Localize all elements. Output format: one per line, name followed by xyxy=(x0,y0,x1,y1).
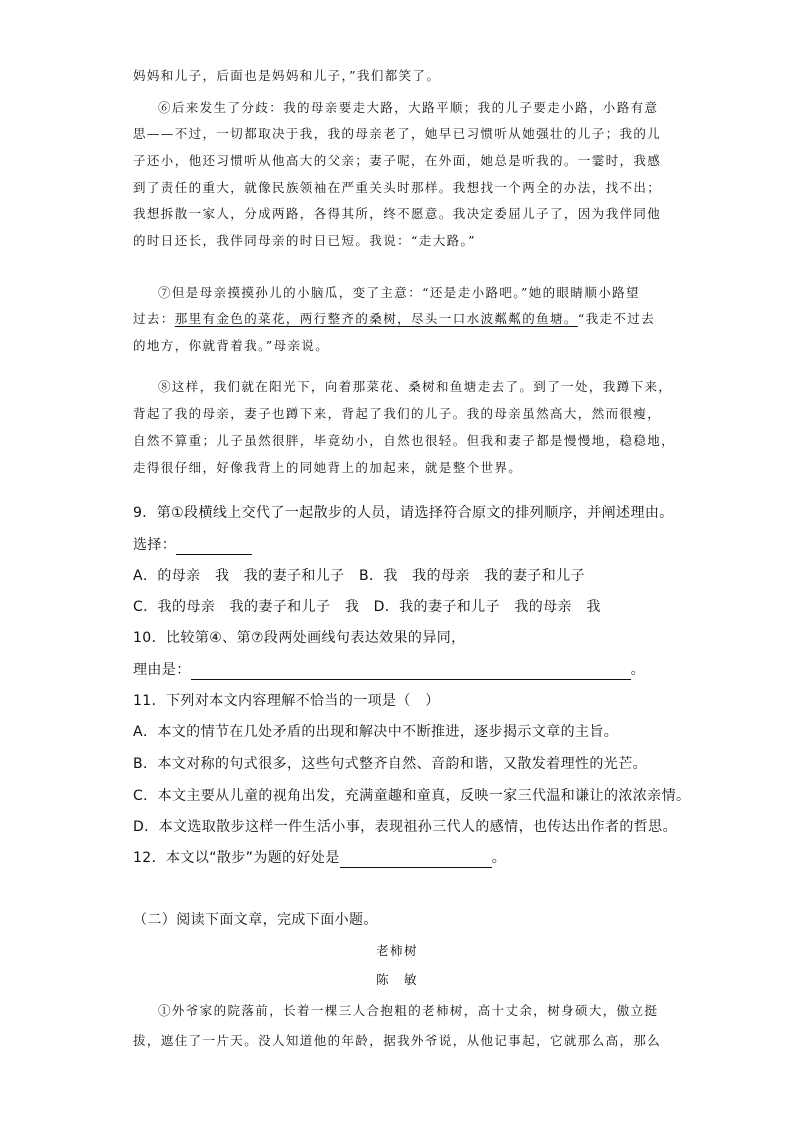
reason-label: 理由是： xyxy=(133,662,191,678)
question-12 xyxy=(133,848,506,868)
question-10: 10．比较第④、第⑦段两处画线句表达效果的异同， xyxy=(133,630,466,646)
period: 。 xyxy=(491,850,507,866)
period: 。 xyxy=(630,662,646,678)
underlined-sentence: 那里有金色的菜花，两行整齐的桑树，尽头一口水波粼粼的鱼塘。 xyxy=(174,311,578,326)
paragraph-line: 的时日还长，我伴同母亲的时日已短。我说：“走大路。” xyxy=(133,233,476,248)
question-11: 11．下列对本文内容理解不恰当的一项是（ ） xyxy=(133,693,440,709)
paragraph-line: ①外爷家的院落前，长着一棵三人合抱粗的老柿树，高十丈余，树身硕大，傲立挺 xyxy=(158,1003,659,1018)
paragraph-line: 我想拆散一家人，分成两路，各得其所，终不愿意。我决定委屈儿子了，因为我伴同他 xyxy=(133,206,662,221)
paragraph-line: 到了责任的重大，就像民族领袖在严重关头时那样。我想找一个两全的办法，找不出； xyxy=(133,180,662,195)
question-9: 9．第①段横线上交代了一起散步的人员，请选择符合原文的排列顺序，并阐述理由。 xyxy=(133,505,674,521)
question-11-option-b: B．本文对称的句式很多，这些句式整齐自然、音韵和谐，又散发着理性的光芒。 xyxy=(133,756,648,772)
question-10-answer xyxy=(133,660,645,680)
paragraph-line: 走得很仔细，好像我背上的同她背上的加起来，就是整个世界。 xyxy=(133,460,523,475)
paragraph-line: 子还小，他还习惯听从他高大的父亲；妻子呢，在外面，她总是听我的。一霎时，我感 xyxy=(133,153,662,168)
answer-blank[interactable] xyxy=(176,540,252,555)
paragraph-line xyxy=(133,309,655,329)
paragraph-line: ⑦但是母亲摸摸孙儿的小脑瓜，变了主意：“还是走小路吧。”她的眼睛顺小路望 xyxy=(158,285,640,300)
paragraph-line: ⑧这样，我们就在阳光下，向着那菜花、桑树和鱼塘走去了。到了一处，我蹲下来， xyxy=(158,379,673,394)
paragraph-line: ⑥后来发生了分歧：我的母亲要走大路，大路平顺；我的儿子要走小路，小路有意 xyxy=(158,100,659,115)
paragraph-line: 拔，遮住了一片天。没人知道他的年龄，据我外爷说，从他记事起，它就那么高，那么 xyxy=(133,1033,662,1048)
choose-label: 选择： xyxy=(133,537,177,553)
paragraph-5-tail: 妈妈和儿子，后面也是妈妈和儿子，”我们都笑了。 xyxy=(133,68,441,83)
answer-blank[interactable] xyxy=(340,853,492,868)
question-12-text: 12．本文以“散步”为题的好处是 xyxy=(133,850,340,866)
question-11-option-c: C．本文主要从儿童的视角出发，充满童趣和童真，反映一家三代温和谦让的浓浓亲情。 xyxy=(133,788,691,804)
question-9-options-ab: A．的母亲 我 我的妻子和儿子 B．我 我的母亲 我的妻子和儿子 xyxy=(133,568,585,584)
answer-blank[interactable] xyxy=(191,665,631,680)
question-9-answer xyxy=(133,535,252,555)
paragraph-text: “我走不过去 xyxy=(577,311,656,326)
question-9-options-cd: C．我的母亲 我的妻子和儿子 我 D．我的妻子和儿子 我的母亲 我 xyxy=(133,599,601,615)
paragraph-text: 过去： xyxy=(133,311,175,326)
question-11-option-a: A．本文的情节在几处矛盾的出现和解决中不断推进，逐步揭示文章的主旨。 xyxy=(133,724,619,740)
paragraph-line: 的地方，你就背着我。”母亲说。 xyxy=(133,338,330,353)
paragraph-line: 背起了我的母亲，妻子也蹲下来，背起了我们的儿子。我的母亲虽然高大，然而很瘦， xyxy=(133,406,662,421)
article-title: 老柿树 xyxy=(376,943,418,958)
section-2-heading: （二）阅读下面文章，完成下面小题。 xyxy=(133,912,378,928)
paragraph-line: 自然不算重；儿子虽然很胖，毕竟幼小，自然也很轻。但我和妻子都是慢慢地，稳稳地， xyxy=(133,433,676,448)
article-author: 陈 敏 xyxy=(376,972,418,987)
paragraph-line: 思——不过，一切都取决于我，我的母亲老了，她早已习惯听从她强壮的儿子；我的儿 xyxy=(133,126,662,141)
question-11-option-d: D．本文选取散步这样一件生活小事，表现祖孙三代人的感情，也传达出作者的哲思。 xyxy=(133,819,677,835)
